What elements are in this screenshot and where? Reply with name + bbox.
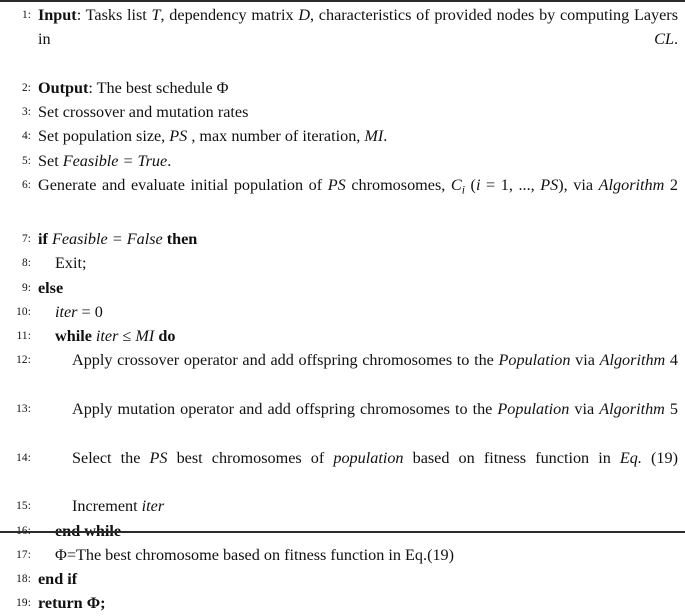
algorithm-step — [0, 348, 685, 397]
step-plain-text: = 0 — [77, 302, 103, 321]
step-line-number: 11: — [16, 330, 31, 343]
step-math-symbol: = — [118, 151, 138, 170]
step-keyword: while — [55, 327, 92, 346]
step-math-symbol: Eq. — [619, 448, 642, 467]
step-math-symbol: Feasible — [62, 151, 119, 170]
step-text — [38, 497, 164, 515]
algorithm-step — [0, 173, 685, 227]
step-line-number: 13: — [16, 403, 31, 416]
step-plain-text: ), via — [558, 176, 599, 195]
step-plain-text: = — [480, 176, 501, 195]
step-math-symbol: Algorithm — [598, 176, 665, 195]
step-math-symbol: Algorithm — [599, 351, 666, 370]
step-plain-text: via — [569, 400, 600, 419]
step-plain-text: Set — [38, 151, 63, 170]
step-plain-text: (19) — [641, 448, 679, 467]
step-text — [38, 594, 106, 612]
algorithm-step — [0, 446, 685, 495]
step-keyword: Φ; — [86, 594, 106, 613]
step-math-symbol: i — [475, 176, 481, 195]
step-plain-text: 5 — [664, 400, 678, 419]
step-math-symbol: Feasible — [51, 229, 108, 248]
algorithm-step — [0, 397, 685, 446]
step-text — [38, 127, 387, 145]
step-line-number: 3: — [21, 106, 31, 119]
step-plain-text: . — [383, 127, 388, 146]
step-keyword: Output — [38, 78, 89, 97]
step-subscript: i — [461, 183, 465, 197]
algorithm-step — [0, 100, 685, 124]
step-math-symbol: Algorithm — [599, 400, 665, 419]
algorithm-step — [0, 149, 685, 173]
step-plain-text: 4 — [665, 351, 678, 370]
step-math-symbol: PS — [149, 448, 168, 467]
step-line-number: 17: — [16, 548, 31, 561]
step-math-symbol: Population — [497, 400, 570, 419]
algorithm-step — [0, 3, 685, 76]
step-plain-text: Apply crossover operator and add offspring chromosomes to the — [72, 351, 499, 370]
step-text — [38, 6, 678, 48]
step-plain-text: Increment — [72, 497, 142, 516]
step-plain-text: Generate and evaluate initial population of — [38, 176, 328, 195]
algorithm-step-list — [0, 3, 685, 616]
algorithm-step — [0, 76, 685, 100]
step-keyword: do — [158, 327, 176, 346]
step-plain-text: ≤ — [118, 327, 136, 346]
step-plain-text: Set population size, — [38, 127, 170, 146]
step-text — [38, 351, 678, 369]
step-math-symbol: iter — [141, 497, 165, 516]
step-math-symbol: T — [151, 6, 161, 24]
step-math-symbol: iter — [95, 327, 119, 346]
step-math-symbol: False — [126, 229, 163, 248]
step-line-number: 12: — [16, 354, 31, 367]
algorithm-step — [0, 276, 685, 300]
step-text — [38, 303, 103, 321]
step-line-number: 2: — [21, 81, 31, 94]
step-plain-text: Φ=The best chromosome based on fitness function in Eq.(19) — [55, 545, 455, 564]
step-text — [38, 327, 175, 345]
step-keyword: Input — [38, 6, 77, 24]
step-math-symbol: = — [107, 229, 127, 248]
step-plain-text: . — [167, 151, 172, 170]
step-keyword: return — [38, 594, 83, 613]
step-line-number: 18: — [16, 573, 31, 586]
step-math-symbol: C — [450, 176, 462, 195]
step-text — [38, 254, 86, 272]
step-line-number: 4: — [21, 130, 31, 143]
step-line-number: 7: — [21, 232, 31, 245]
step-text — [38, 79, 229, 97]
step-plain-text: best chromosomes of — [167, 448, 334, 467]
step-keyword: end if — [38, 570, 78, 589]
step-plain-text: Apply mutation operator and add offspring chromosomes to the — [72, 400, 498, 419]
step-line-number: 5: — [21, 154, 31, 167]
step-math-symbol: PS — [540, 176, 559, 195]
algorithm-step — [0, 591, 685, 615]
algorithm-step — [0, 227, 685, 251]
step-text — [38, 230, 197, 248]
algorithm-step — [0, 324, 685, 348]
step-plain-text: , characteristics of provided nodes by computing Layers in — [38, 6, 678, 49]
step-plain-text: . — [673, 30, 678, 49]
step-plain-text: Select the — [72, 448, 150, 467]
step-math-symbol: population — [333, 448, 404, 467]
algorithm-bottom-rule — [0, 531, 685, 533]
step-keyword: then — [166, 229, 198, 248]
algorithm-step — [0, 567, 685, 591]
algorithm-step — [0, 494, 685, 518]
step-line-number: 19: — [16, 597, 31, 610]
algorithm-top-rule — [0, 0, 685, 2]
step-plain-text: : The best schedule Φ — [88, 78, 229, 97]
step-math-symbol: PS — [169, 127, 188, 146]
step-line-number: 14: — [16, 451, 31, 464]
step-line-number: 10: — [16, 305, 31, 318]
step-math-symbol: D — [298, 6, 311, 24]
step-text — [38, 570, 77, 588]
step-plain-text: 2 — [664, 176, 679, 195]
step-math-symbol: CL — [654, 30, 674, 49]
step-math-symbol: MI — [135, 327, 155, 346]
step-plain-text: 1, ..., — [500, 176, 541, 195]
step-line-number: 6: — [21, 179, 31, 192]
step-math-symbol: PS — [327, 176, 346, 195]
algorithm-step — [0, 124, 685, 148]
step-math-symbol: Population — [498, 351, 571, 370]
step-text — [38, 546, 454, 564]
step-text — [38, 176, 679, 197]
step-line-number: 15: — [16, 500, 31, 513]
step-keyword: else — [38, 278, 64, 297]
step-keyword: if — [38, 229, 48, 248]
algorithm-step — [0, 543, 685, 567]
step-text — [38, 279, 63, 297]
step-text — [38, 103, 248, 121]
step-plain-text: : Tasks list — [76, 6, 152, 24]
step-text — [38, 400, 678, 418]
step-plain-text: , max number of iteration, — [187, 127, 365, 146]
algorithm-step — [0, 251, 685, 275]
step-plain-text: based on fitness function in — [403, 448, 620, 467]
step-line-number: 1: — [21, 9, 31, 21]
step-math-symbol: MI — [364, 127, 384, 146]
step-math-symbol: True — [137, 151, 168, 170]
algorithm-step — [0, 300, 685, 324]
step-text — [38, 152, 171, 170]
step-line-number: 9: — [21, 281, 31, 294]
step-text — [38, 449, 678, 467]
step-plain-text: Exit; — [55, 254, 87, 273]
step-plain-text: , dependency matrix — [160, 6, 299, 24]
step-plain-text: Set crossover and mutation rates — [38, 103, 249, 122]
step-plain-text: via — [570, 351, 600, 370]
step-math-symbol: iter — [55, 302, 78, 321]
step-line-number: 8: — [21, 257, 31, 270]
step-plain-text: chromosomes, — [345, 176, 451, 195]
step-plain-text: ( — [464, 176, 476, 195]
